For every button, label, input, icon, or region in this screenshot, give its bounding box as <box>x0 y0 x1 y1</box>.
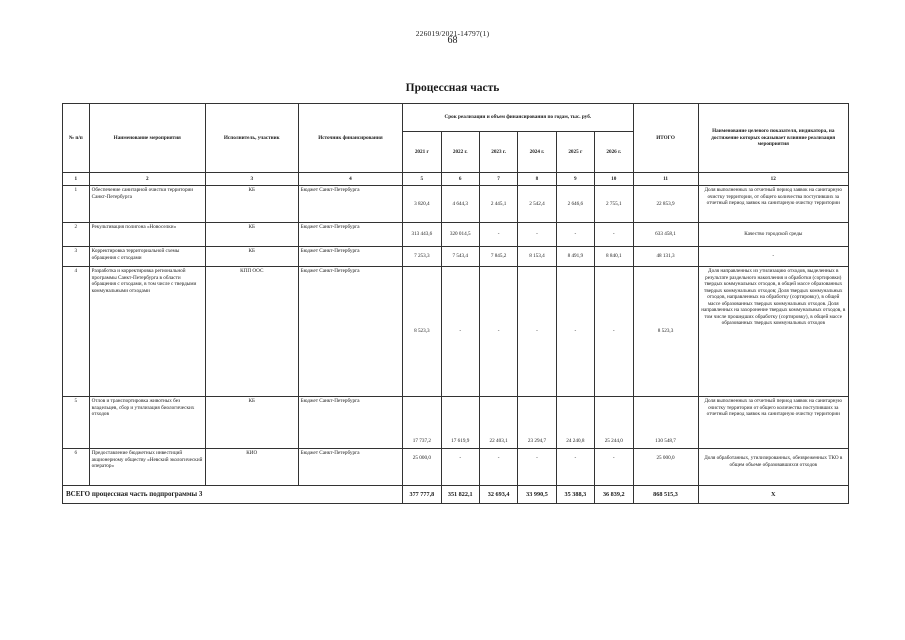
row-num: 3 <box>63 247 90 267</box>
grand-total-2022: 351 822,1 <box>441 486 479 504</box>
row-source: Бюджет Санкт-Петербурга <box>298 247 403 267</box>
header-year: 2026 г. <box>595 132 633 173</box>
row-num: 4 <box>63 267 90 397</box>
row-value-2023: 7 845,2 <box>479 247 517 267</box>
row-value-2024: 23 294,7 <box>518 397 556 449</box>
row-source: Бюджет Санкт-Петербурга <box>298 449 403 486</box>
financing-table-container <box>62 103 849 504</box>
header-total: ИТОГО <box>633 104 698 173</box>
row-executor: КПП ООС <box>205 267 298 397</box>
header-executor: Исполнитель, участник <box>205 104 298 173</box>
row-value-2023: - <box>479 267 517 397</box>
row-source: Бюджет Санкт-Петербурга <box>298 223 403 247</box>
table-row <box>63 223 849 247</box>
table-row <box>63 267 849 397</box>
row-executor: КИО <box>205 449 298 486</box>
page-title: Процессная часть <box>405 82 500 94</box>
row-value-2021: 8 523,3 <box>403 267 441 397</box>
row-value-2022: 320 014,5 <box>441 223 479 247</box>
row-value-2026: - <box>595 267 633 397</box>
table-row <box>63 186 849 223</box>
column-number: 1 <box>63 173 90 186</box>
row-value-2025: - <box>556 223 594 247</box>
row-value-2024: - <box>518 267 556 397</box>
grand-total-label: ВСЕГО процессная часть подпрограммы 3 <box>63 486 403 504</box>
row-value-2022: 4 644,3 <box>441 186 479 223</box>
row-measure: Разработка и корректировка региональной программы Санкт-Петербурга в области обращения с отходами, в том числе с твердыми коммунальными отходами <box>89 267 205 397</box>
header-measure: Наименование мероприятия <box>89 104 205 173</box>
row-value-2025: 8 491,9 <box>556 247 594 267</box>
row-measure: Предоставление бюджетных инвестиций акционерному обществу «Невский экологический оператор» <box>89 449 205 486</box>
row-num: 2 <box>63 223 90 247</box>
row-value-2024: - <box>518 223 556 247</box>
grand-total-indicator: Х <box>698 486 848 504</box>
column-number-row <box>63 173 849 186</box>
row-num: 1 <box>63 186 90 223</box>
row-value-2025: 2 646,6 <box>556 186 594 223</box>
row-num: 6 <box>63 449 90 486</box>
row-value-2024: 2 542,4 <box>518 186 556 223</box>
header-year: 2021 г <box>403 132 441 173</box>
row-value-2023: 2 445,1 <box>479 186 517 223</box>
grand-total-2023: 32 693,4 <box>479 486 517 504</box>
row-source: Бюджет Санкт-Петербурга <box>298 186 403 223</box>
column-number: 11 <box>633 173 698 186</box>
row-value-2026: 8 840,1 <box>595 247 633 267</box>
row-indicator: Качество городской среды <box>698 223 848 247</box>
row-executor: КБ <box>205 186 298 223</box>
row-value-2022: - <box>441 267 479 397</box>
row-total: 22 853,9 <box>633 186 698 223</box>
row-value-2026: - <box>595 223 633 247</box>
row-total: 8 523,3 <box>633 267 698 397</box>
document-registration-number: 226019/2021-14797(1) <box>415 29 490 38</box>
row-value-2025: 24 240,8 <box>556 397 594 449</box>
row-indicator: - <box>698 247 848 267</box>
column-number: 10 <box>595 173 633 186</box>
column-number: 8 <box>518 173 556 186</box>
column-number: 12 <box>698 173 848 186</box>
row-value-2024: - <box>518 449 556 486</box>
grand-total-2025: 35 388,3 <box>556 486 594 504</box>
grand-total-2021: 377 777,8 <box>403 486 441 504</box>
row-num: 5 <box>63 397 90 449</box>
row-value-2026: 2 755,1 <box>595 186 633 223</box>
row-value-2021: 7 253,3 <box>403 247 441 267</box>
row-measure: Обеспечение санитарной очистки территории Санкт-Петербурга <box>89 186 205 223</box>
column-number: 4 <box>298 173 403 186</box>
table-head <box>63 104 849 173</box>
row-measure: Отлов и транспортировка животных без владельцев, сбор и утилизация биологических отходов <box>89 397 205 449</box>
row-source: Бюджет Санкт-Петербурга <box>298 397 403 449</box>
table-row <box>63 397 849 449</box>
header-year: 2024 г. <box>518 132 556 173</box>
column-number: 5 <box>403 173 441 186</box>
row-value-2026: 25 244,0 <box>595 397 633 449</box>
row-value-2021: 17 737,2 <box>403 397 441 449</box>
header-year: 2025 г <box>556 132 594 173</box>
row-indicator: Доля выполненных за отчетный период заявок на санитарную очистку территории от общего количества поступивших за отчетный период заявок на санитарную очистку территории <box>698 397 848 449</box>
row-value-2021: 3 820,4 <box>403 186 441 223</box>
row-total: 633 458,1 <box>633 223 698 247</box>
header-year: 2023 г. <box>479 132 517 173</box>
header-financing: Срок реализации и объем финансирования по годам, тыс. руб. <box>403 104 633 132</box>
row-executor: КБ <box>205 223 298 247</box>
column-number: 6 <box>441 173 479 186</box>
table-row <box>63 247 849 267</box>
row-total: 25 000,0 <box>633 449 698 486</box>
table-row <box>63 449 849 486</box>
header-source: Источник финансирования <box>298 104 403 173</box>
row-value-2023: - <box>479 223 517 247</box>
page-number: 68 <box>447 35 458 46</box>
column-number: 7 <box>479 173 517 186</box>
grand-total-sum: 868 515,3 <box>633 486 698 504</box>
row-value-2021: 313 443,6 <box>403 223 441 247</box>
column-number: 3 <box>205 173 298 186</box>
grand-total-2024: 33 990,5 <box>518 486 556 504</box>
row-total: 48 131,3 <box>633 247 698 267</box>
header-num: № п/п <box>63 104 90 173</box>
row-indicator: Доля направленных из утилизацию отходов, выделенных в результате раздельного накопления и обработки (сортировки) твердых коммунальных отходов, в общей массе образованных твердых коммунальных отходов; Доля твердых коммунальных отходов, направленных на обработку (сортировку), в общей массе образованных твердых коммунальных отходов. Доля направленных на захоронение твердых коммунальных отходов, в том числе прошедших обработку (сортировку), в общей массе образованных твердых коммунальных отходов <box>698 267 848 397</box>
row-value-2022: - <box>441 449 479 486</box>
row-total: 130 548,7 <box>633 397 698 449</box>
grand-total-2026: 36 839,2 <box>595 486 633 504</box>
row-value-2022: 7 543,4 <box>441 247 479 267</box>
header-indicator: Наименование целевого показателя, индикатора, на достижение которых оказывает влияние реализация мероприятия <box>698 104 848 173</box>
row-value-2023: 22 403,1 <box>479 397 517 449</box>
row-indicator: Доля выполненных за отчетный период заявок на санитарную очистку территории, от общего количества поступивших за отчетный период заявок на санитарную очистку территории <box>698 186 848 223</box>
column-number: 2 <box>89 173 205 186</box>
row-value-2024: 8 153,4 <box>518 247 556 267</box>
row-source: Бюджет Санкт-Петербурга <box>298 267 403 397</box>
row-value-2026: - <box>595 449 633 486</box>
column-number: 9 <box>556 173 594 186</box>
row-executor: КБ <box>205 397 298 449</box>
header-year: 2022 г. <box>441 132 479 173</box>
row-value-2022: 17 619,9 <box>441 397 479 449</box>
row-measure: Корректировка территориальной схемы обращения с отходами <box>89 247 205 267</box>
row-value-2021: 25 000,0 <box>403 449 441 486</box>
row-indicator: Доля обработанных, утилизированных, обезвреженных ТКО в общем объеме образовавшихся отходов <box>698 449 848 486</box>
financing-table <box>62 103 849 504</box>
row-measure: Рекультивация полигона «Новоселки» <box>89 223 205 247</box>
grand-total-row <box>63 486 849 504</box>
row-value-2025: - <box>556 449 594 486</box>
row-executor: КБ <box>205 247 298 267</box>
row-value-2025: - <box>556 267 594 397</box>
row-value-2023: - <box>479 449 517 486</box>
